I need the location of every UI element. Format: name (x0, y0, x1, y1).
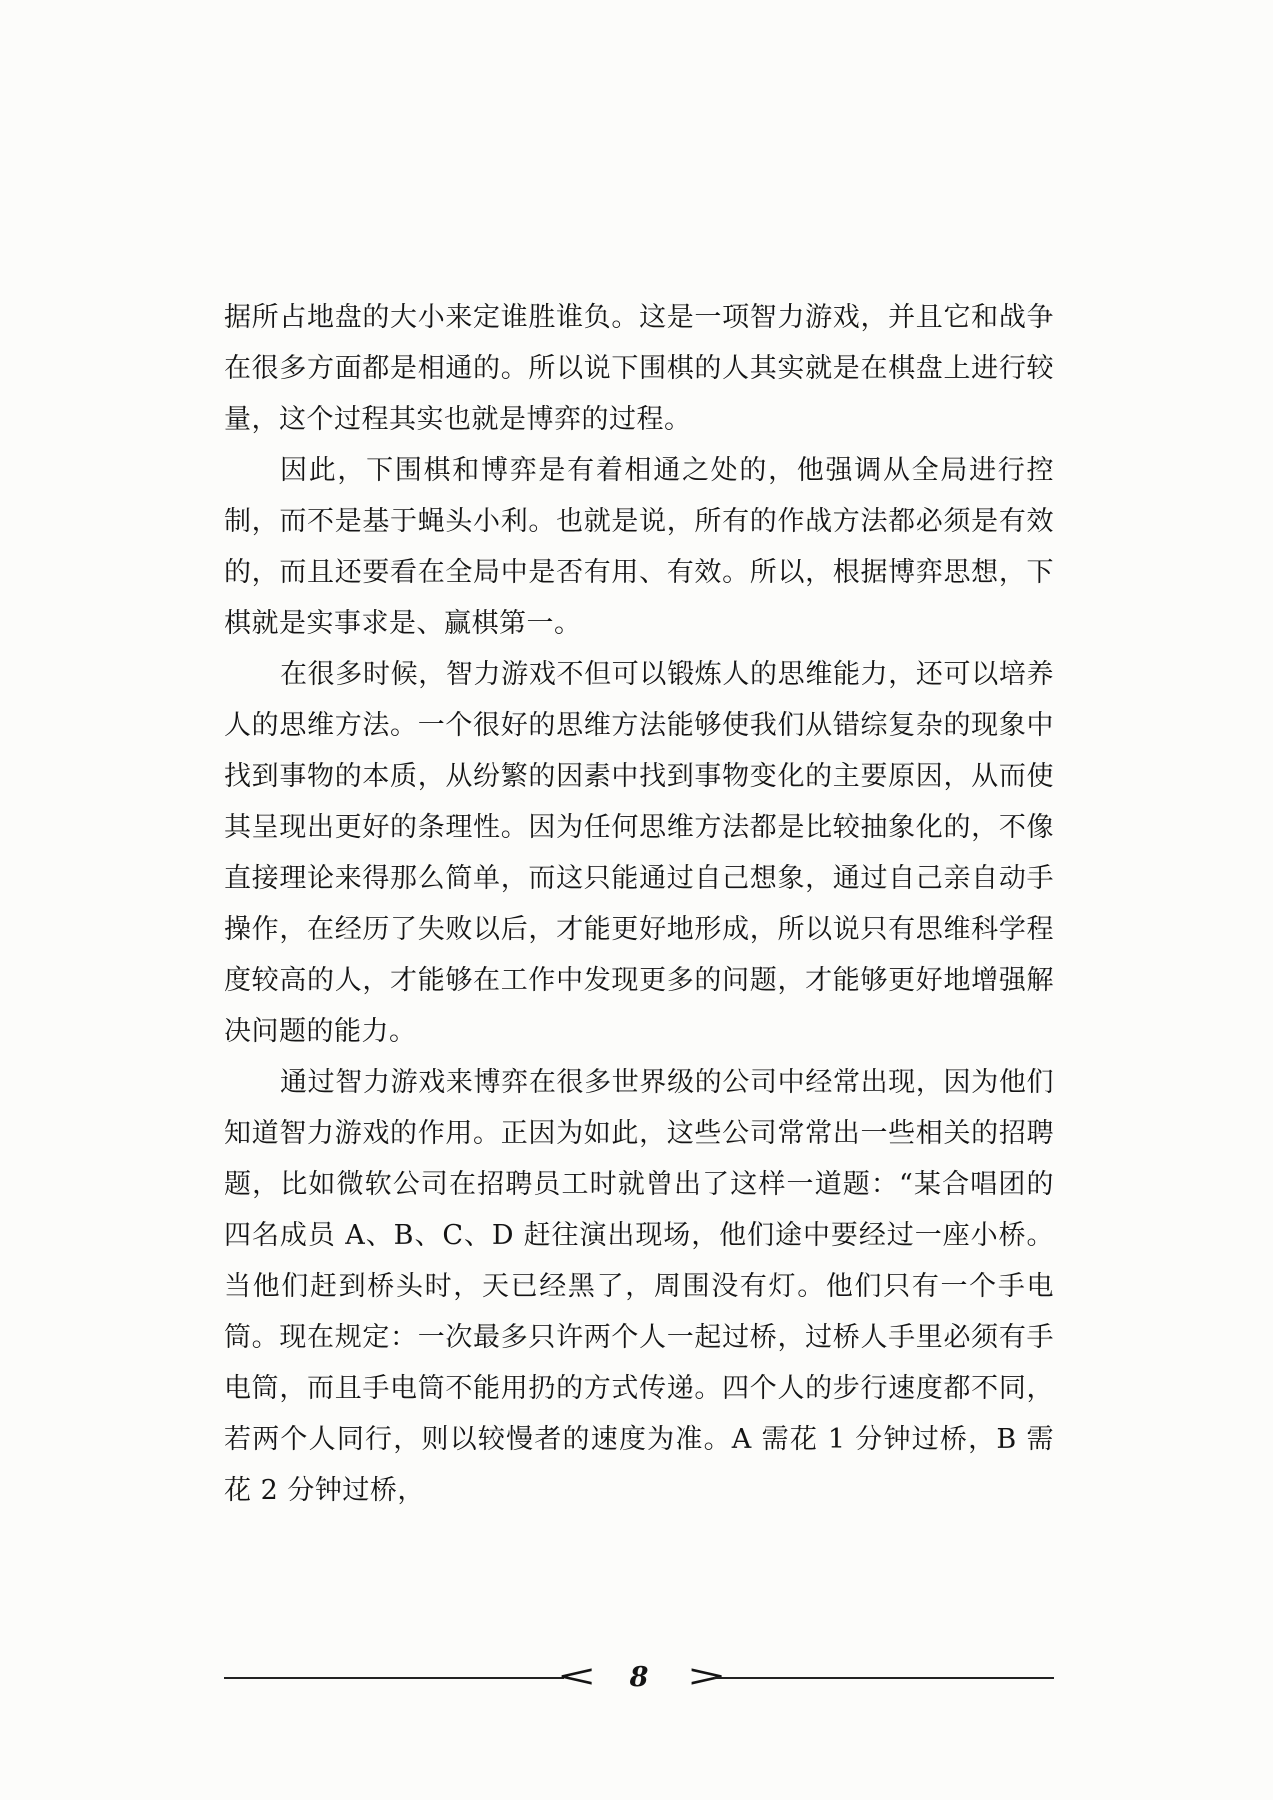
paragraph-1: 据所占地盘的大小来定谁胜谁负。这是一项智力游戏，并且它和战争在很多方面都是相通的。所以说下围棋的人其实就是在棋盘上进行较量，这个过程其实也就是博弈的过程。 (224, 302, 1054, 435)
paragraph-4: 通过智力游戏来博弈在很多世界级的公司中经常出现，因为他们知道智力游戏的作用。正因为如此，这些公司常常出一些相关的招聘题，比如微软公司在招聘员工时就曾出了这样一道题：“某合唱团的四名成员 A、B、C、D 赶往演出现场，他们途中要经过一座小桥。当他们赶到桥头时，天已经黑了，周围没有灯。他们只有一个手电筒。现在规定：一次最多只许两个人一起过桥，过桥人手里必须有手电筒，而且手电筒不能用扔的方式传递。四个人的步行速度都不同，若两个人同行，则以较慢者的速度为准。A 需花 1 分钟过桥，B 需花 2 分钟过桥， (224, 1067, 1054, 1506)
paragraph-3: 在很多时候，智力游戏不但可以锻炼人的思维能力，还可以培养人的思维方法。一个很好的思维方法能够使我们从错综复杂的现象中找到事物的本质，从纷繁的因素中找到事物变化的主要原因，从而使其呈现出更好的条理性。因为任何思维方法都是比较抽象化的，不像直接理论来得那么简单，而这只能通过自己想象，通过自己亲自动手操作，在经历了失败以后，才能更好地形成，所以说只有思维科学程度较高的人，才能够在工作中发现更多的问题，才能够更好地增强解决问题的能力。 (224, 659, 1054, 1047)
page-body (224, 292, 1054, 1516)
footer-rule-left (224, 1677, 564, 1679)
footer-rule-right (714, 1677, 1054, 1679)
page-number: 8 (629, 1662, 649, 1693)
paragraph-2: 因此，下围棋和博弈是有着相通之处的，他强调从全局进行控制，而不是基于蝇头小利。也就是说，所有的作战方法都必须是有效的，而且还要看在全局中是否有用、有效。所以，根据博弈思想，下棋就是实事求是、赢棋第一。 (224, 455, 1054, 639)
page-footer (224, 1658, 1054, 1698)
chevron-left-icon: < (556, 1659, 597, 1694)
chevron-right-icon: > (686, 1659, 727, 1694)
